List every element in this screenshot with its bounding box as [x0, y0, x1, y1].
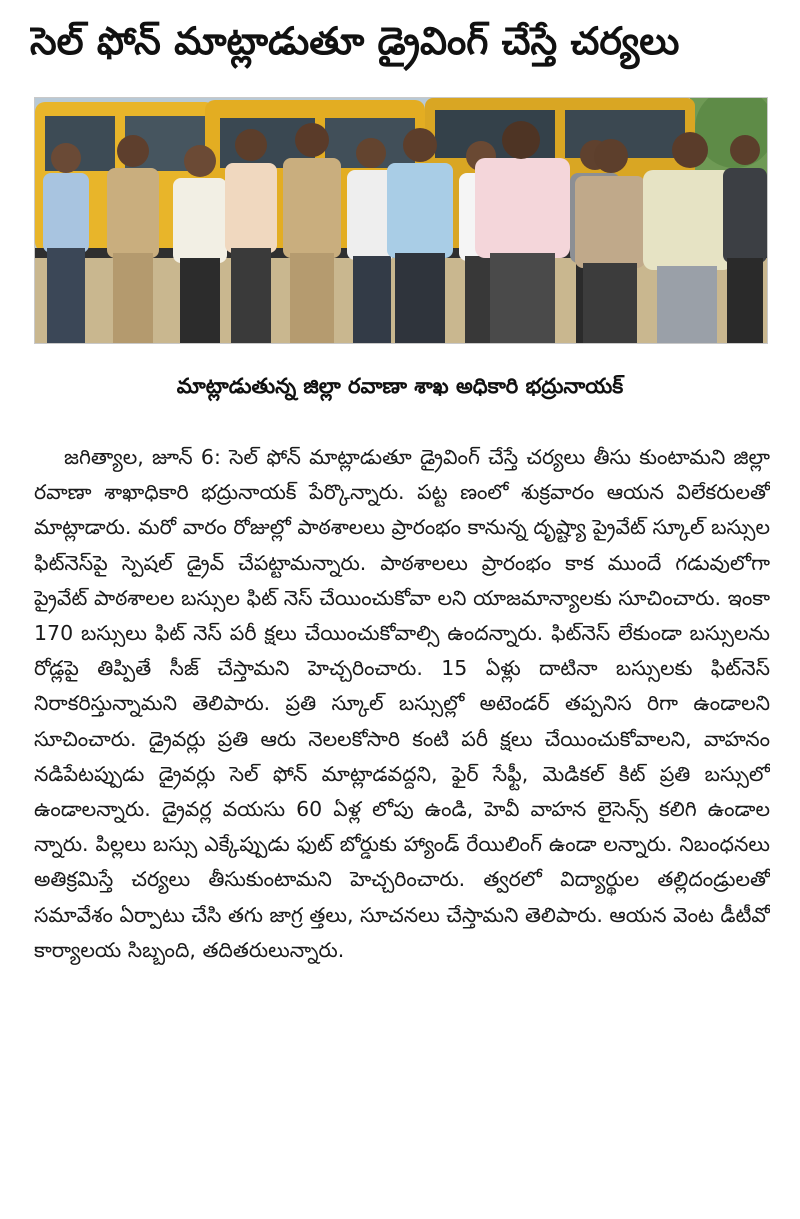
group-photo-icon: [35, 98, 767, 343]
headline: సెల్ ఫోన్ మాట్లాడుతూ డ్రైవింగ్ చేస్తే చర్యలు: [30, 19, 680, 63]
photo-caption: మాట్లాడుతున్న జిల్లా రవాణా శాఖ అధికారి భద్రునాయక్: [176, 374, 624, 398]
article-body: జగిత్యాల, జూన్ 6: సెల్ ఫోన్ మాట్లాడుతూ డ్రైవింగ్ చేస్తే చర్యలు తీసు కుంటామని జిల్లా రవాణా శాఖాధికారి భద్రునాయక్ పేర్కొన్నారు. పట్ట ణంలో శుక్రవారం ఆయన విలేకరులతో మాట్లాడారు. మరో వారం రోజుల్లో పాఠశాలలు ప్రారంభం కానున్న దృష్ట్యా ప్రైవేట్ స్కూల్ బస్సుల ఫిట్‌నెస్‌పై స్పెషల్ డ్రైవ్ చేపట్టామన్నారు. పాఠశాలలు ప్రారంభం కాక ముందే గడువులోగా ప్రైవేట్ పాఠశాలల బస్సుల ఫిట్ నెస్ చేయించుకోవా లని యాజమాన్యాలకు సూచించారు. ఇంకా 170 బస్సులు ఫిట్ నెస్ పరీ క్షలు చేయించుకోవాల్సి ఉందన్నారు. ఫిట్‌నెస్ లేకుండా బస్సులను రోడ్లపై తిప్పితే సీజ్ చేస్తామని హెచ్చరించారు. 15 ఏళ్లు దాటినా బస్సులకు ఫిట్‌నెస్ నిరాకరిస్తున్నామని తెలిపారు. ప్రతి స్కూల్ బస్సుల్లో అటెండర్ తప్పనిస రిగా ఉండాలని సూచించారు. డ్రైవర్లు ప్రతి ఆరు నెలలకోసారి కంటి పరీ క్షలు చేయించుకోవాలని, వాహనం నడిపేటప్పుడు డ్రైవర్లు సెల్ ఫోన్ మాట్లాడవద్దని, ఫైర్ సేఫ్టీ, మెడికల్ కిట్ ప్రతి బస్సులో ఉండాలన్నారు. డ్రైవర్ల వయసు 60 ఏళ్ల లోపు ఉండి, హెవీ వాహన లైసెన్స్ కలిగి ఉండాల న్నారు. పిల్లలు బస్సు ఎక్కేప్పుడు ఫుట్ బోర్డుకు హ్యాండ్ రేయిలింగ్ ఉండా లన్నారు. నిబంధనలు అతిక్రమిస్తే చర్యలు తీసుకుంటామని హెచ్చరించారు. త్వరలో విద్యార్థుల తల్లిదండ్రులతో సమావేశం ఏర్పాటు చేసి తగు జాగ్ర త్తలు, సూచనలు చేస్తామని తెలిపారు. ఆయన వెంట డీటీవో కార్యాలయ సిబ్బంది, తదితరులున్నారు.: [34, 445, 770, 962]
article-photo: [34, 97, 768, 344]
